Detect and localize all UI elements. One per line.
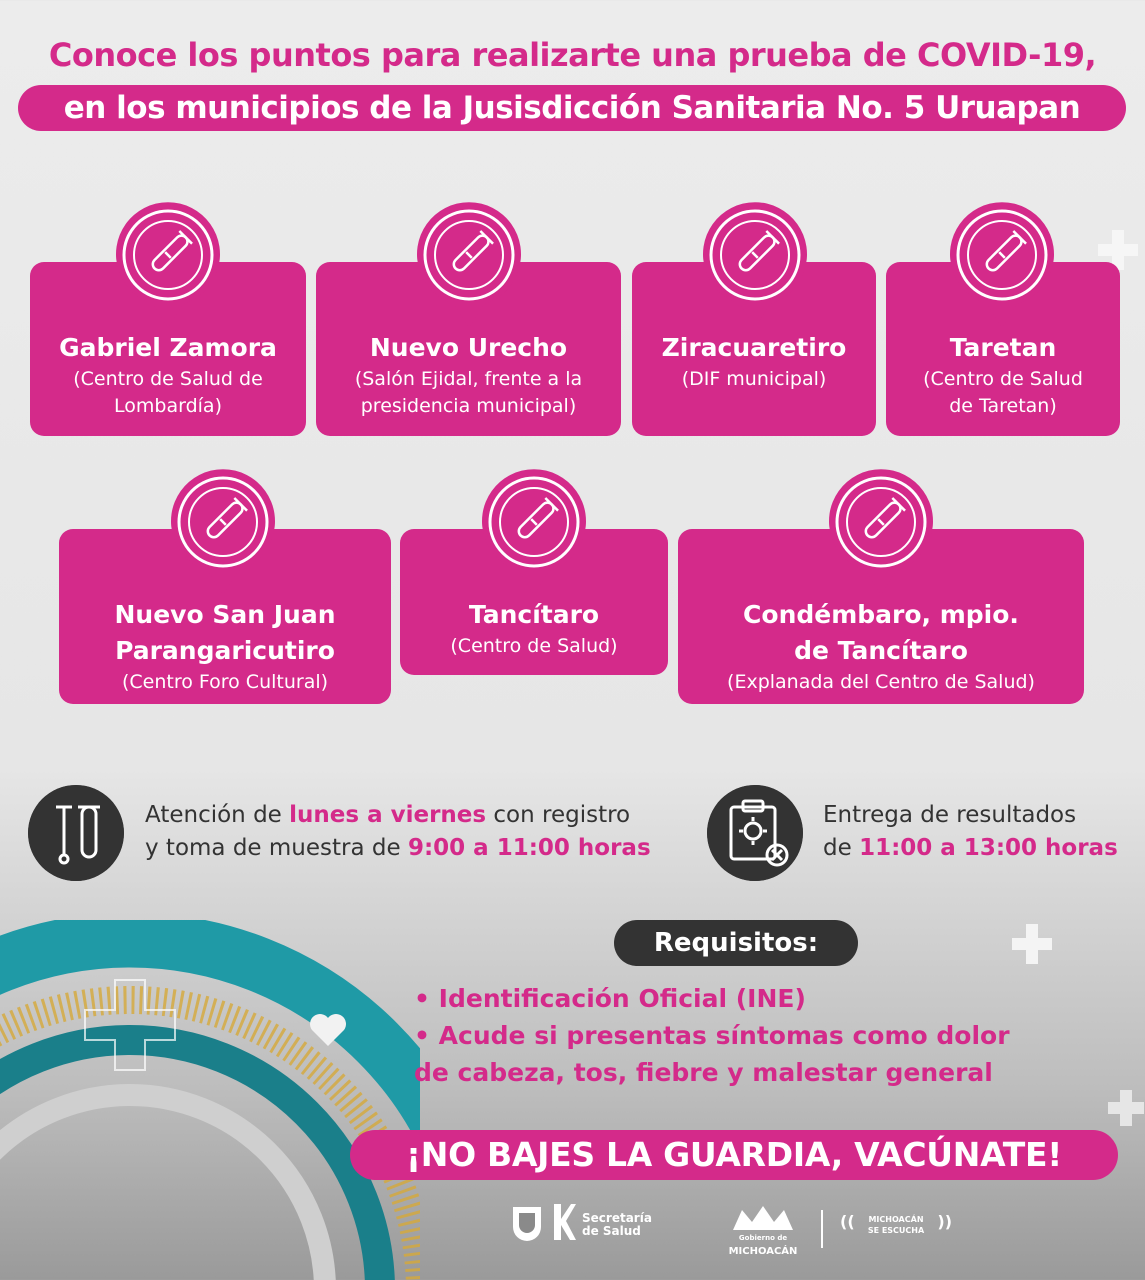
location-desc: (Centro de Salud de (73, 368, 263, 390)
michoacan-listens-line: SE ESCUCHA (867, 1226, 925, 1235)
location-desc: (Centro de Salud) (450, 635, 618, 657)
test-tube-icon (414, 200, 524, 330)
results-text-part: Entrega de resultados (823, 802, 1077, 828)
health-secretary-line: de Salud (582, 1224, 641, 1238)
location-desc: (Centro de Salud (923, 368, 1083, 390)
header-title-line1: Conoce los puntos para realizarte una prueba de COVID-19, (48, 36, 1097, 74)
location-desc: (Explanada del Centro de Salud) (727, 671, 1035, 693)
requirement-item: • Identificación Oficial (INE) (414, 984, 806, 1013)
plus-icon (1106, 1088, 1145, 1128)
location-desc: de Taretan) (949, 395, 1057, 417)
location-name: Ziracuaretiro (661, 333, 847, 362)
location-name: Taretan (949, 333, 1057, 362)
slogan-text: ¡NO BAJES LA GUARDIA, VACÚNATE! (406, 1135, 1062, 1174)
plus-icon (1010, 922, 1054, 966)
michoacan-government-line: Gobierno de (738, 1234, 788, 1242)
michoacan-listens-logo (840, 1214, 952, 1236)
location-name: Nuevo Urecho (369, 333, 568, 362)
test-tube-icon (479, 467, 589, 597)
michoacan-government-name (718, 1232, 808, 1258)
location-name: de Tancítaro (794, 636, 968, 665)
heart-icon (308, 1012, 348, 1048)
schedule-text-part: con registro (486, 802, 631, 828)
test-tube-icon (947, 200, 1057, 330)
schedule-text (145, 799, 705, 865)
footer-divider (821, 1210, 823, 1248)
health-secretary-logo (550, 1202, 576, 1242)
location-name: Parangaricutiro (115, 636, 335, 665)
location-desc: presidencia municipal) (360, 395, 577, 417)
location-desc: (Salón Ejidal, frente a la (354, 368, 583, 390)
location-name: Tancítaro (468, 600, 600, 629)
results-text-part: de (823, 835, 860, 861)
schedule-days: lunes a viernes (289, 802, 487, 828)
health-secretary-line: Secretaría (582, 1211, 652, 1225)
results-hours: 11:00 a 13:00 horas (859, 835, 1118, 861)
state-shield-logo (510, 1204, 544, 1244)
requirement-item: de cabeza, tos, fiebre y malestar general (414, 1058, 993, 1087)
michoacan-listens-line: MICHOACÁN (868, 1215, 924, 1224)
schedule-hours: 9:00 a 11:00 horas (407, 835, 651, 861)
decorative-arcs (0, 920, 420, 1280)
michoacan-government-line: MICHOACÁN (728, 1246, 798, 1257)
requirement-item: • Acude si presentas síntomas como dolor (414, 1021, 1010, 1050)
michoacan-crown-logo (728, 1204, 798, 1232)
clipboard-virus-icon (707, 785, 803, 881)
test-tube-icon (168, 467, 278, 597)
schedule-text-part: Atención de (145, 802, 290, 828)
location-desc: (Centro Foro Cultural) (121, 671, 329, 693)
test-tube-icon (113, 200, 223, 330)
header-title-line2: en los municipios de la Jusisdicción Sanitaria No. 5 Uruapan (63, 90, 1081, 126)
location-name: Nuevo San Juan (114, 600, 336, 629)
location-name: Condémbaro, mpio. (743, 600, 1019, 629)
schedule-text-part: y toma de muestra de (145, 835, 408, 861)
requirements-title: Requisitos: (614, 920, 858, 966)
sample-tubes-icon (28, 785, 124, 881)
health-secretary-name (582, 1212, 652, 1238)
sound-waves-icon: )) (937, 1212, 952, 1231)
results-text (823, 799, 1133, 865)
test-tube-icon (700, 200, 810, 330)
location-desc: (DIF municipal) (681, 368, 827, 390)
sound-waves-icon: (( (840, 1212, 855, 1231)
test-tube-icon (826, 467, 936, 597)
location-name: Gabriel Zamora (59, 333, 277, 362)
location-desc: Lombardía) (114, 395, 222, 417)
